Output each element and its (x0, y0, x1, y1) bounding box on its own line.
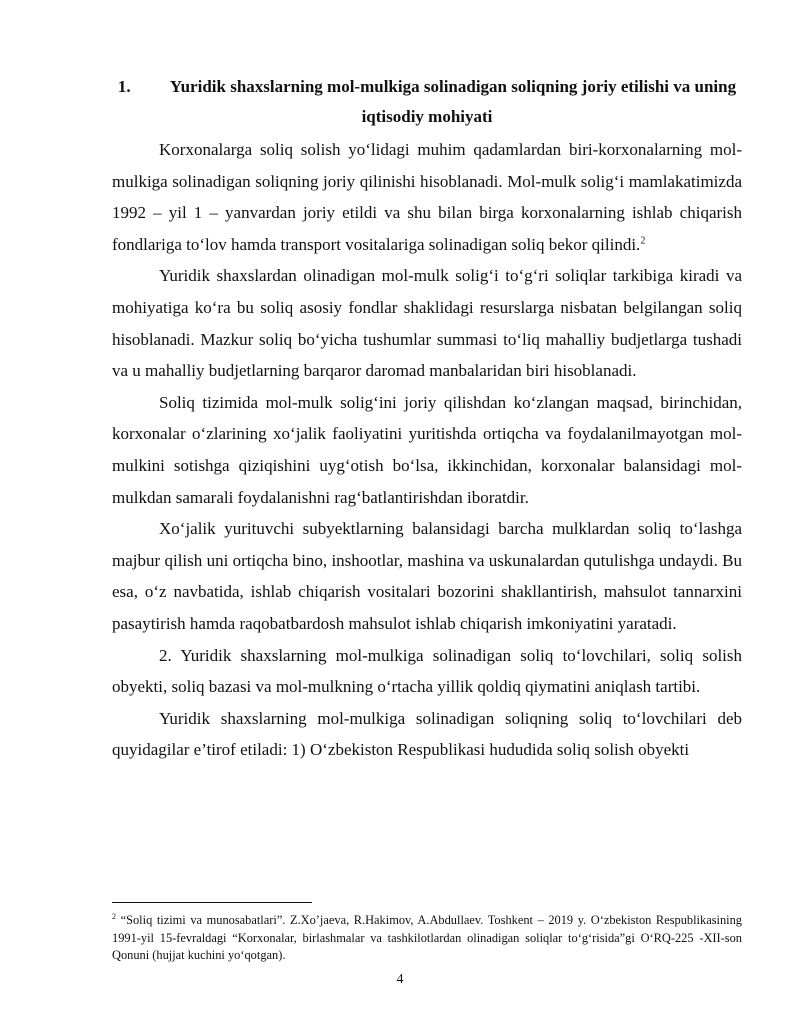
footnote-text: “Soliq tizimi va munosabatlari”. Z.Xo’jaeva, R.Hakimov, A.Abdullaev. Toshkent – 2019 y. O‘zbekiston Respublikasining 1991-yil 15-fevraldagi “Korxonalar, birlashmalar va tashkilotlardan olinadigan soliqlar to‘g‘risida”gi O‘RQ-225 -XII-son Qonuni (hujjat kuchini yo‘qotgan). (112, 913, 742, 963)
paragraph-5-subheading: 2. Yuridik shaxslarning mol-mulkiga solinadigan soliq to‘lovchilari, soliq solish obyekti, soliq bazasi va mol-mulkning o‘rtacha yillik qoldiq qiymatini aniqlash tartibi. (112, 645, 742, 697)
paragraph-1 (112, 134, 742, 260)
section-number: 1. (117, 77, 131, 96)
page-number: 4 (396, 972, 404, 987)
footnote-marker: 2 (112, 912, 116, 921)
page-body (112, 72, 742, 766)
section-heading (112, 72, 742, 132)
footnote-separator (112, 902, 312, 903)
paragraph-3: Soliq tizimida mol-mulk solig‘ini joriy qilishdan ko‘zlangan maqsad, birinchidan, korxonalar o‘zlarining xo‘jalik faoliyatini yuritishda ortiqcha va foydalanilmayotgan mol-mulkini sotishga qiziqishini uyg‘otish bo‘lsa, ikkinchidan, korxonalar balansidagi mol-mulkdan samarali foydalanishni rag‘batlantirishdan iboratdir. (112, 392, 742, 507)
paragraph-1-text: Korxonalarga soliq solish yo‘lidagi muhim qadamlardan biri-korxonalarning mol-mulkiga solinadigan soliqning joriy qilinishi hisoblanadi. Mol-mulk solig‘i mamlakatimizda 1992 – yil 1 – yanvardan joriy etildi va shu bilan birga korxonalarning ishlab chiqarish fondlariga to‘lov hamda transport vositalariga solinadigan soliq bekor qilindi. (112, 140, 742, 254)
section-title: Yuridik shaxslarning mol-mulkiga solinadigan soliqning joriy etilishi va uning iqtisodiy mohiyati (169, 77, 737, 126)
paragraph-6: Yuridik shaxslarning mol-mulkiga solinadigan soliqning soliq to‘lovchilari deb quyidagilar e’tirof etiladi: 1) O‘zbekiston Respublikasi hududida soliq solish obyekti (112, 708, 742, 760)
footnote (112, 908, 742, 965)
paragraph-2: Yuridik shaxslardan olinadigan mol-mulk solig‘i to‘g‘ri soliqlar tarkibiga kiradi va mohiyatiga ko‘ra bu soliq asosiy fondlar shaklidagi resurslarga nisbatan belgilangan soliq hisoblanadi. Mazkur soliq bo‘yicha tushumlar summasi to‘liq mahalliy budjetlarga tushadi va u mahalliy budjetlarning barqaror daromad manbalaridan biri hisoblanadi. (112, 266, 742, 381)
paragraph-4: Xo‘jalik yurituvchi subyektlarning balansidagi barcha mulklardan soliq to‘lashga majbur qilish uni ortiqcha bino, inshootlar, mashina va uskunalardan qutulishga undaydi. Bu esa, o‘z navbatida, ishlab chiqarish vositalari bozorini shakllantirish, mahsulot tannarxini pasaytirish hamda raqobatbardosh mahsulot ishlab chiqarish imkoniyatini yaratadi. (112, 519, 742, 633)
footnote-reference[interactable]: 2 (640, 235, 646, 247)
